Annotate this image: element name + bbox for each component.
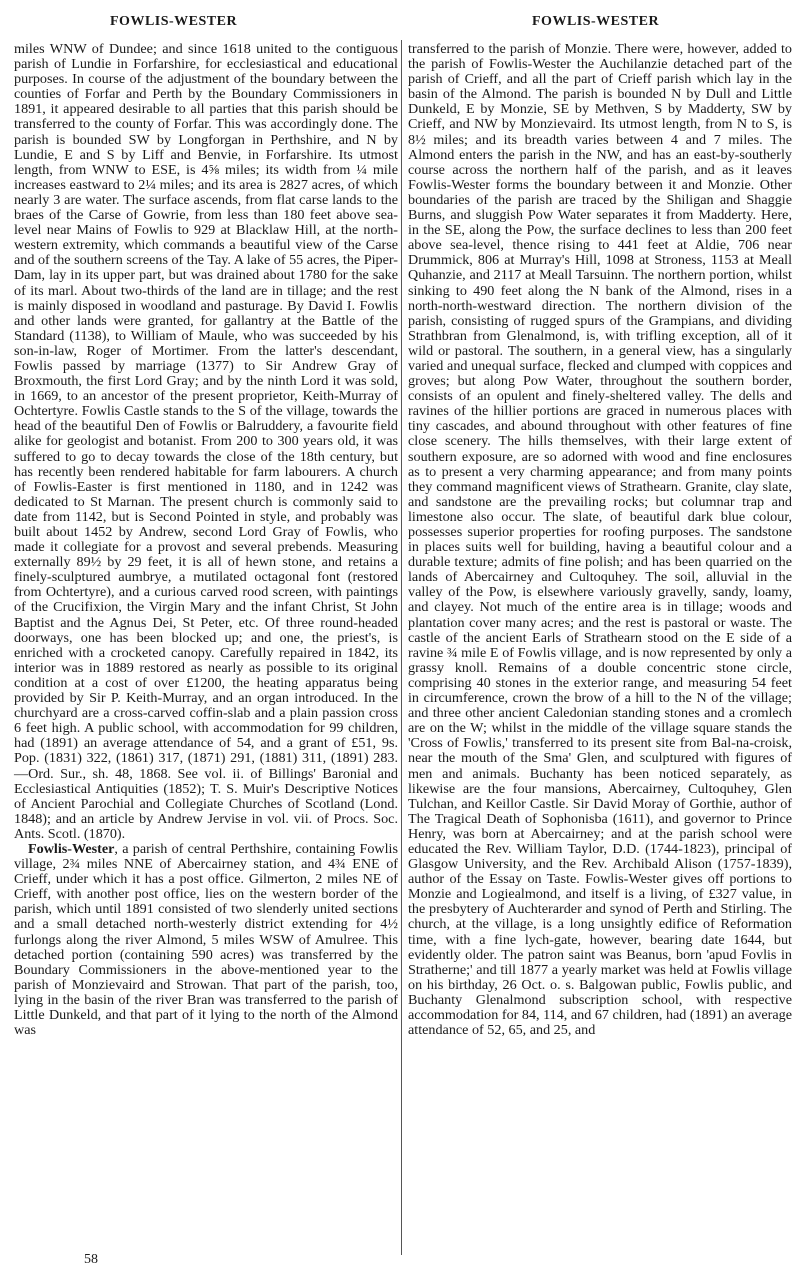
right-column — [408, 42, 792, 1038]
entry-body: , a parish of central Perthshire, containing Fowlis village, 2¾ miles NNE of Abercairney station, and 4¾ ENE of Crieff, under which it has a post office. Gilmerton, 2 miles NE of Crieff, with another post office, lies on the western border of the parish, which until 1891 consisted of two slenderly united sections and a small detached north-westerly district extending for 4½ furlongs along the river Almond, 5 miles WSW of Amulree. This detached portion (containing 590 acres) was transferred by the Boundary Commissioners in the above-mentioned year to the parish of Monzievaird and Strowan. That part of the parish, too, lying in the basin of the river Bran was transferred to the parish of Little Dunkeld, and that part of it lying to the north of the Almond was — [14, 840, 398, 1039]
page-number: 58 — [84, 1252, 98, 1267]
column-divider — [401, 40, 402, 1255]
right-paragraph: transferred to the parish of Monzie. There were, however, added to the parish of Fowlis-Wester the Auchilanzie detached part of the parish of Crieff, and all the part of Crieff parish which lay in the basin of the Almond. The parish is bounded N by Dull and Little Dunkeld, E by Monzie, SE by Methven, S by Madderty, SW by Crieff, and NW by Monzievaird. Its utmost length, from N to S, is 8½ miles; and its breadth varies between 4 and 7 miles. The Almond enters the parish in the NW, and has an east-by-southerly course across the northern half of the parish, and as it leaves Fowlis-Wester forms the boundary between it and Monzie. Other boundaries of the parish are traced by the Shiligan and Shaggie Burns, and sluggish Pow Water separates it from Madderty. Here, in the SE, along the Pow, the surface declines to less than 200 feet above sea-level, thence rising to 441 feet at Aldie, 706 near Drummick, 806 at Murray's Hill, 1098 at Stroness, 1153 at Meall Quhanzie, and 2117 at Meall Tarsuinn. The northern portion, whilst sinking to 490 feet along the N bank of the Almond, rises in a north-north-westward direction. The northern division of the parish, consisting of rugged spurs of the Grampians, and dividing Strathbran from Glenalmond, is, with trifling exception, all of it wild or pastoral. The southern, in a general view, has a singularly varied and unequal surface, flecked and clumped with coppices and groves; but along Pow Water, throughout the southern border, consists of an opulent and finely-sheltered valley. The dells and ravines of the hillier portions are graced in numerous places with tiny cascades, and abound throughout with other features of fine close scenery. The hills themselves, with their large extent of southern exposure, are so adorned with wood and fine enclosures as to present a very charming appearance; and from many points they command magnificent views of Strathearn. Granite, clay slate, and sandstone are the prevailing rocks; but columnar trap and limestone also occur. The slate, of beautiful dark blue colour, possesses superior properties for roofing purposes. The sandstone in places suits well for building, having a beautiful colour and a durable texture; admits of fine polish; and has been quarried on the lands of Abercairney and Cultoquhey. The soil, alluvial in the valley of the Pow, is elsewhere variously gravelly, sandy, loamy, and clayey. Not much of the entire area is in tillage; woods and plantation cover many acres; and the rest is pastoral or waste. The castle of the ancient Earls of Strathearn stood on the E side of a ravine ¾ mile E of Fowlis village, and is now represented by only a grassy knoll. Remains of a double concentric stone circle, comprising 40 stones in the exterior range, and measuring 54 feet in circumference, crown the brow of a hill to the N of the village; and three other ancient Caledonian standing stones and a cromlech are on the W; whilst in the middle of the village square stands the 'Cross of Fowlis,' transferred to its present site from Bal-na-croisk, near the mouth of the Sma' Glen, and sculptured with figures of men and animals. Buchanty has been noticed separately, as likewise are the four mansions, Abercairney, Cultoquhey, Glen Tulchan, and Keillor Castle. Sir David Moray of Gorthie, author of The Tragical Death of Sophonisba (1611), and governor to Prince Henry, was born at Abercairney; and at the parish school were educated the Rev. William Taylor, D.D. (1744-1823), principal of Glasgow University, and the Rev. Archibald Alison (1757-1839), author of the Essay on Taste. Fowlis-Wester gives off portions to Monzie and Logiealmond, and itself is a living, of £327 value, in the presbytery of Auchterarder and synod of Perth and Stirling. The church, at the village, is a long unsightly edifice of Reformation time, with a fine lych-gate, however, bearing date 1644, but evidently older. The patron saint was Beanus, born 'apud Fovlis in Stratherne;' and till 1877 a yearly market was held at Fowlis village on his birthday, 26 Oct. o. s. Balgowan public, Fowlis public, and Buchanty Glenalmond subscription school, with respective accommodation for 84, 114, and 67 children, had (1891) an average attendance of 52, 65, and 25, and — [408, 41, 792, 1039]
left-paragraph-fowlis-wester — [14, 842, 398, 1038]
entry-term: Fowlis-Wester — [28, 840, 115, 857]
header-right-title: FOWLIS-WESTER — [532, 14, 660, 29]
left-column — [14, 42, 398, 1038]
header-left-title: FOWLIS-WESTER — [110, 14, 238, 29]
running-header — [0, 14, 800, 34]
left-paragraph-lundie: miles WNW of Dundee; and since 1618 united to the contiguous parish of Lundie in Forfarshire, for ecclesiastical and educational purposes. In course of the adjustment of the boundary between the counties of Forfar and Perth by the Boundary Commissioners in 1891, it appeared desirable to all parties that this parish should be transferred to the county of Forfar. This was accordingly done. The parish is bounded SW by Longforgan in Perthshire, and N by Lundie, E and S by Liff and Benvie, in Forfarshire. Its utmost length, from WNW to ESE, is 4⅝ miles; its width from ¼ mile increases eastward to 2¼ miles; and its area is 2827 acres, of which nearly 3 are water. The surface ascends, from flat carse lands to the braes of the Carse of Gowrie, from less than 180 feet above sea-level near Mains of Fowlis to 929 at Blacklaw Hill, at the north-western extremity, which commands a beautiful view of the Carse and of the southern screens of the Tay. A lake of 55 acres, the Piper-Dam, lay in its upper part, but was drained about 1780 for the sake of its marl. About two-thirds of the land are in tillage; and the rest is mainly disposed in woodland and pasturage. By David I. Fowlis and other lands were granted, for gallantry at the Battle of the Standard (1138), to William of Maule, who was succeeded by his son-in-law, Roger of Mortimer. From the latter's descendant, Fowlis passed by marriage (1377) to Sir Andrew Gray of Broxmouth, the first Lord Gray; and by the ninth Lord it was sold, in 1669, to an ancestor of the present proprietor, Keith-Murray of Ochtertyre. Fowlis Castle stands to the S of the village, towards the head of the beautiful Den of Fowlis or Balruddery, a favourite field alike for geologist and botanist. From 200 to 300 years old, it was suffered to go to decay towards the close of the 18th century, but has recently been rendered habitable for farm labourers. A church of Fowlis-Easter is first mentioned in 1180, and in 1242 was dedicated to St Marnan. The present church is commonly said to date from 1142, but is Second Pointed in style, and probably was built about 1452 by Andrew, second Lord Gray of Fowlis, who made it collegiate for a provost and several prebends. Measuring externally 89½ by 29 feet, it is all of hewn stone, and retains a finely-sculptured aumbrye, a mutilated octagonal font (restored from Ochtertyre), and a curious carved rood screen, with paintings of the Crucifixion, the Virgin Mary and the infant Christ, St John Baptist and the Agnus Dei, St Peter, etc. Of three round-headed doorways, one has been blocked up; and one, the priest's, is enriched with a crocketed canopy. Carefully repaired in 1842, its interior was in 1889 restored as nearly as possible to its original condition at a cost of over £1200, the heating apparatus being provided by Sir P. Keith-Murray, and an organ introduced. In the churchyard are a cross-carved coffin-slab and a plain passion cross 6 feet high. A public school, with accommodation for 99 children, had (1891) an average attendance of 54, and a grant of £51, 9s. Pop. (1831) 322, (1861) 317, (1871) 291, (1881) 311, (1891) 283.—Ord. Sur., sh. 48, 1868. See vol. ii. of Billings' Baronial and Ecclesiastical Antiquities (1852); T. S. Muir's Descriptive Notices of Ancient Parochial and Collegiate Churches of Scotland (Lond. 1848); and an article by Andrew Jervise in vol. vii. of Procs. Soc. Ants. Scotl. (1870). — [14, 41, 398, 842]
